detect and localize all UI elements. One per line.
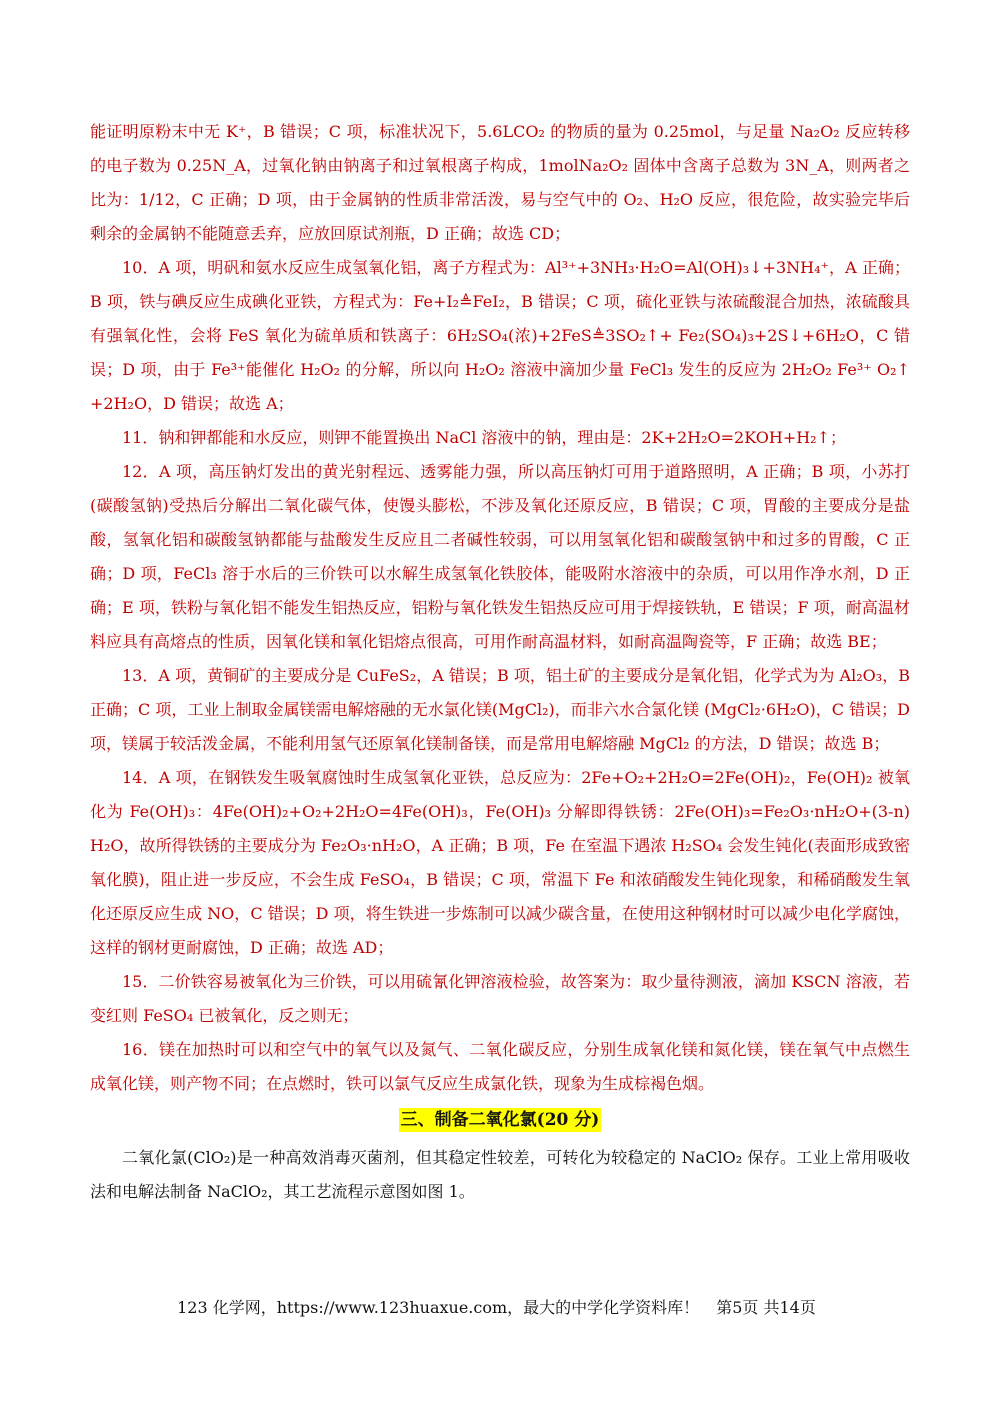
section-heading: [90, 1103, 910, 1137]
answer-paragraph-12: 12．A 项，高压钠灯发出的黄光射程远、透雾能力强，所以高压钠灯可用于道路照明，A 正确；B 项，小苏打(碳酸氢钠)受热后分解出二氧化碳气体，使馒头膨松，不涉及氧化还原反应，B 错误；C 项，胃酸的主要成分是盐酸，氢氧化铝和碳酸氢钠都能与盐酸发生反应且二者碱性较弱，可以用氢氧化铝和碳酸氢钠中和过多的胃酸，C 正确；D 项，FeCl₃ 溶于水后的三价铁可以水解生成氢氧化铁胶体，能吸附水溶液中的杂质，可以用作净水剂，D 正确；E 项，铁粉与氧化铝不能发生铝热反应，铝粉与氧化铁发生铝热反应可用于焊接铁轨，E 错误；F 项，耐高温材料应具有高熔点的性质，因氧化镁和氧化铝熔点很高，可用作耐高温材料，如耐高温陶瓷等，F 正确；故选 BE；: [90, 462, 910, 651]
page-footer: [0, 1296, 993, 1320]
answer-paragraph-9-continued: 能证明原粉末中无 K⁺，B 错误；C 项，标准状况下，5.6LCO₂ 的物质的量为 0.25mol，与足量 Na₂O₂ 反应转移的电子数为 0.25N_A，过氧化钠由钠离子和过氧根离子构成，1molNa₂O₂ 固体中含离子总数为 3N_A，则两者之比为：1/12，C 正确；D 项，由于金属钠的性质非常活泼，易与空气中的 O₂、H₂O 反应，很危险，故实验完毕后剩余的金属钠不能随意丢弃，应放回原试剂瓶，D 正确；故选 CD；: [90, 122, 910, 243]
footer-site-text: 123 化学网，https://www.123huaxue.com，最大的中学化学资料库！: [177, 1298, 700, 1317]
section-heading-text: 三、制备二氧化氯(20 分): [400, 1110, 600, 1130]
footer-page-number: 第5页 共14页: [716, 1298, 816, 1317]
answer-paragraph-13: 13．A 项，黄铜矿的主要成分是 CuFeS₂，A 错误；B 项，铝土矿的主要成分是氧化铝，化学式为为 Al₂O₃，B 正确；C 项，工业上制取金属镁需电解熔融的无水氯化镁(MgCl₂)，而非六水合氯化镁 (MgCl₂·6H₂O)，C 错误；D 项，镁属于较活泼金属，不能利用氢气还原氧化镁制备镁，而是常用电解熔融 MgCl₂ 的方法，D 错误；故选 B；: [90, 666, 910, 753]
answer-paragraph-15: 15．二价铁容易被氧化为三价铁，可以用硫氰化钾溶液检验，故答案为：取少量待测液，滴加 KSCN 溶液，若变红则 FeSO₄ 已被氧化，反之则无；: [90, 972, 910, 1025]
answer-paragraph-10: 10．A 项，明矾和氨水反应生成氢氧化铝，离子方程式为：Al³⁺+3NH₃·H₂O=Al(OH)₃↓+3NH₄⁺，A 正确；B 项，铁与碘反应生成碘化亚铁，方程式为：Fe+I₂≜FeI₂，B 错误；C 项，硫化亚铁与浓硫酸混合加热，浓硫酸具有强氧化性，会将 FeS 氧化为硫单质和铁离子：6H₂SO₄(浓)+2FeS≜3SO₂↑+ Fe₂(SO₄)₃+2S↓+6H₂O，C 错误；D 项，由于 Fe³⁺能催化 H₂O₂ 的分解，所以向 H₂O₂ 溶液中滴加少量 FeCl₃ 发生的反应为 2H₂O₂ Fe³⁺ O₂↑+2H₂O，D 错误；故选 A；: [90, 258, 910, 413]
answer-paragraph-11: 11．钠和钾都能和水反应，则钾不能置换出 NaCl 溶液中的钠，理由是：2K+2H₂O=2KOH+H₂↑；: [122, 428, 846, 447]
answer-paragraph-16: 16．镁在加热时可以和空气中的氧气以及氮气、二氧化碳反应，分别生成氧化镁和氮化镁，镁在氧气中点燃生成氧化镁，则产物不同；在点燃时，铁可以氯气反应生成氯化铁，现象为生成棕褐色烟。: [90, 1040, 910, 1093]
document-body: [90, 115, 910, 1209]
answer-paragraph-14: 14．A 项，在钢铁发生吸氧腐蚀时生成氢氧化亚铁，总反应为：2Fe+O₂+2H₂O=2Fe(OH)₂，Fe(OH)₂ 被氧化为 Fe(OH)₃：4Fe(OH)₂+O₂+2H₂O=4Fe(OH)₃，Fe(OH)₃ 分解即得铁锈：2Fe(OH)₃=Fe₂O₃·nH₂O+(3-n)H₂O，故所得铁锈的主要成分为 Fe₂O₃·nH₂O，A 正确；B 项，Fe 在室温下遇浓 H₂SO₄ 会发生钝化(表面形成致密氧化膜)，阻止进一步反应，不会生成 FeSO₄，B 错误；C 项，常温下 Fe 和浓硝酸发生钝化现象，和稀硝酸发生氧化还原反应生成 NO，C 错误；D 项，将生铁进一步炼制可以减少碳含量，在使用这种钢材时可以减少电化学腐蚀，这样的钢材更耐腐蚀，D 正确；故选 AD；: [90, 768, 910, 957]
section-intro-paragraph: 二氧化氯(ClO₂)是一种高效消毒灭菌剂，但其稳定性较差，可转化为较稳定的 NaClO₂ 保存。工业上常用吸收法和电解法制备 NaClO₂，其工艺流程示意图如图 1。: [90, 1148, 910, 1201]
